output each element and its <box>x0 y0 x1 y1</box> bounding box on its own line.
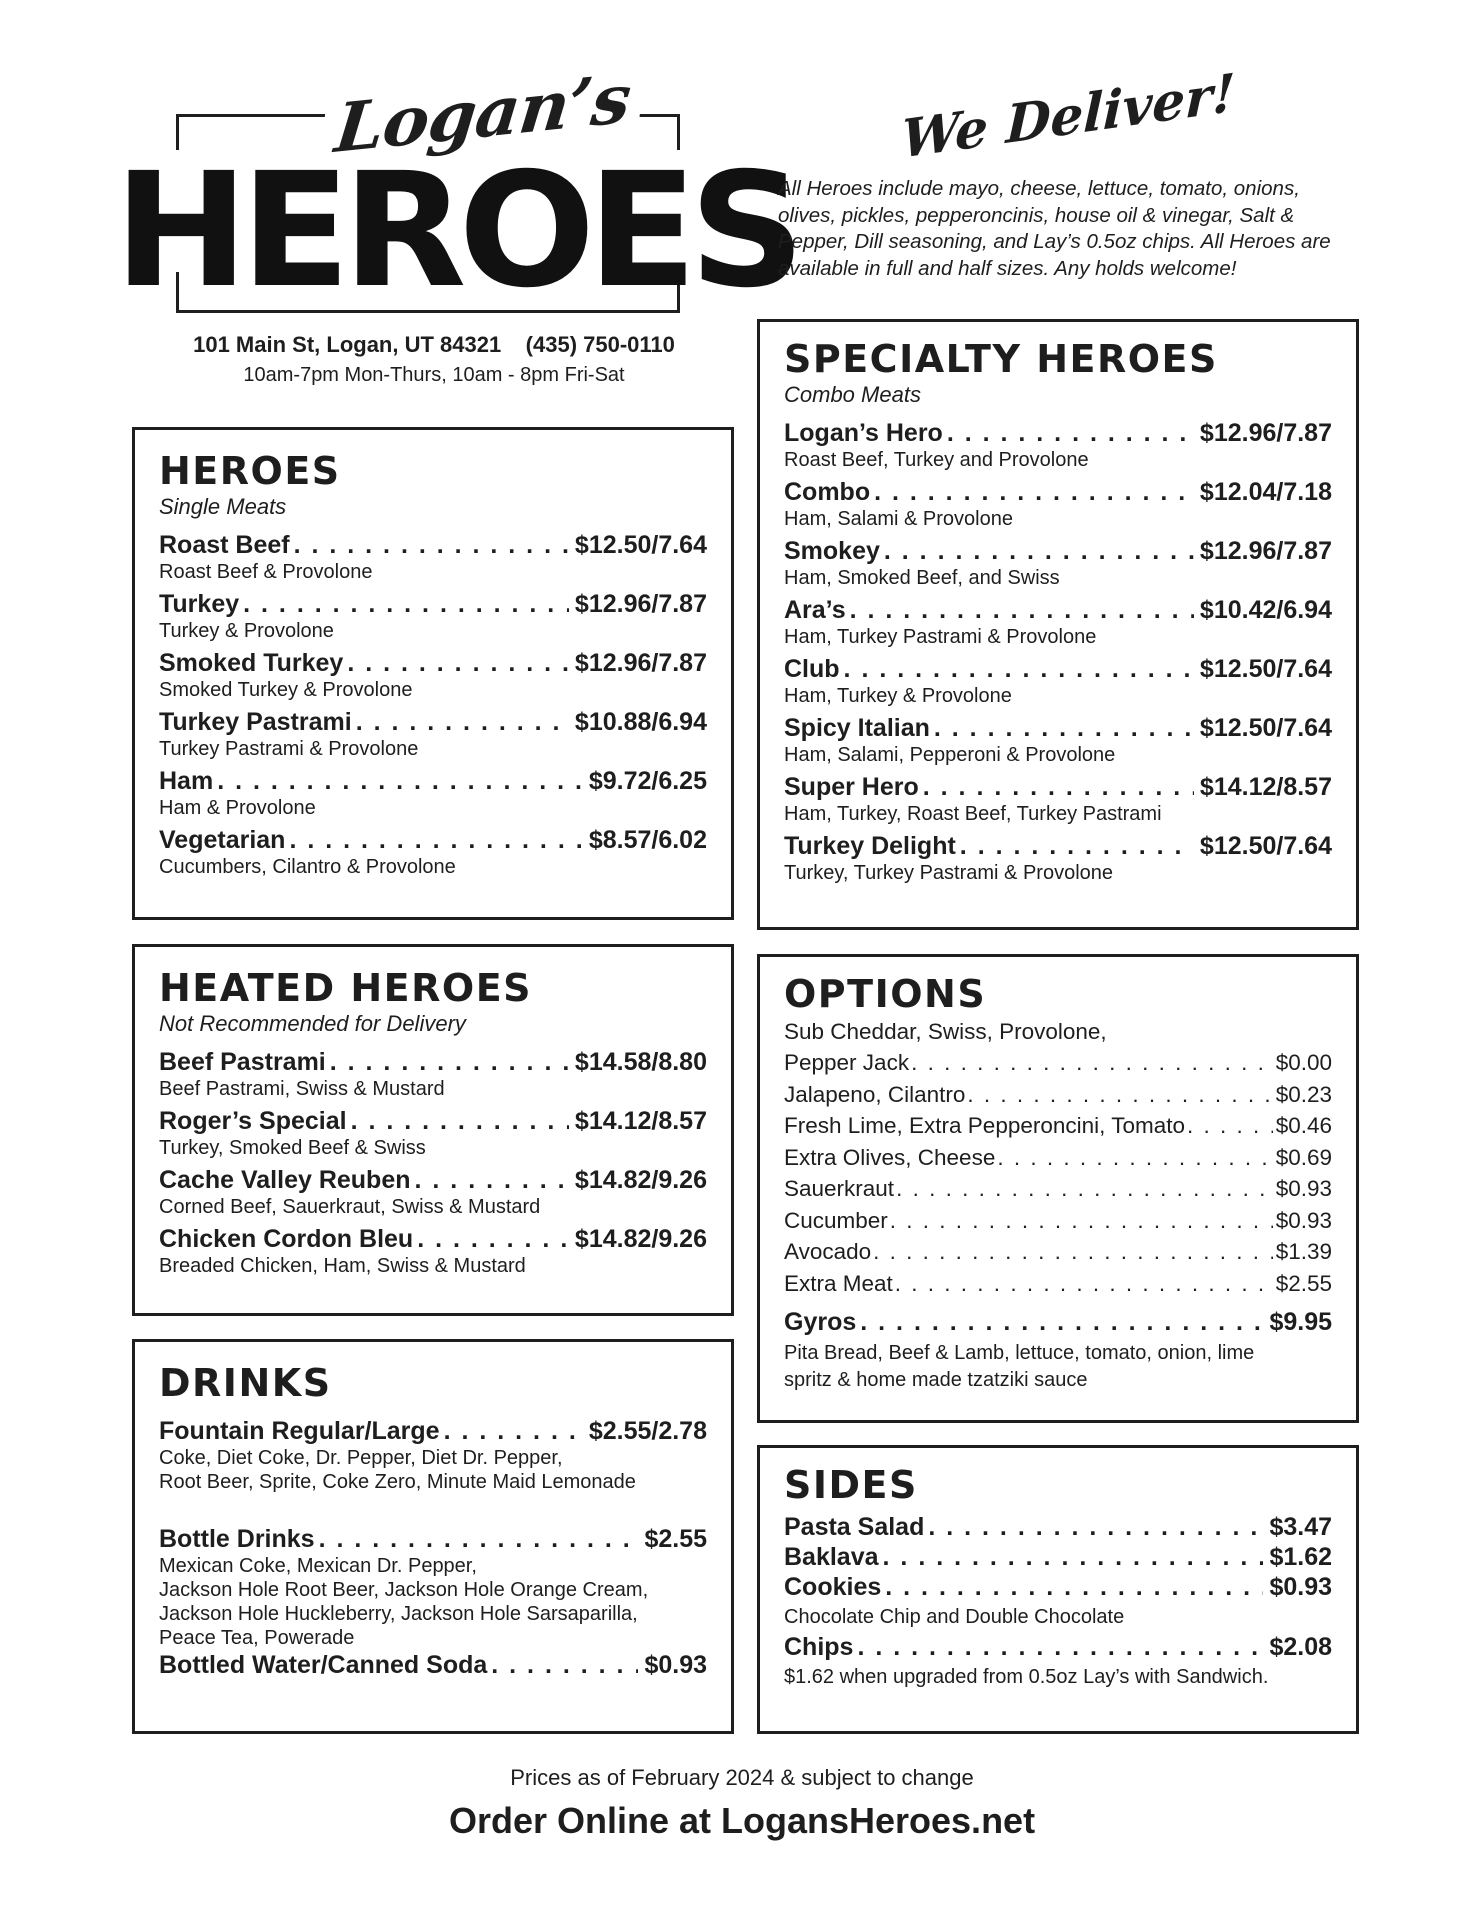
specialty-title: SPECIALTY HEROES <box>784 337 1218 381</box>
item-price: $0.93 <box>1269 1573 1332 1601</box>
item-desc: Beef Pastrami, Swiss & Mustard <box>159 1078 445 1100</box>
item-desc: Turkey, Turkey Pastrami & Provolone <box>784 862 1114 884</box>
gyros-price: $9.95 <box>1269 1308 1332 1336</box>
leader-dots <box>997 1142 1272 1174</box>
item-desc: Ham, Salami, Pepperoni & Provolone <box>784 744 1116 766</box>
menu-item <box>784 477 1332 531</box>
item-desc: Chocolate Chip and Double Chocolate <box>784 1606 1125 1628</box>
intro-text: All Heroes include mayo, cheese, lettuce, tomato, onions, olives, pickles, pepperoncinis, house oil & vinegar, Salt & Pepper, Dill seasoning, and Lay’s 0.5oz chips. All Heroes are available in full and half sizes. Any holds welcome! <box>778 177 1331 280</box>
item-price: $12.96/7.87 <box>1199 419 1332 447</box>
item-desc: $1.62 when upgraded from 0.5oz Lay’s with Sandwich. <box>784 1666 1269 1688</box>
item-name: Baklava <box>784 1543 879 1571</box>
item-desc: Ham, Smoked Beef, and Swiss <box>784 567 1060 589</box>
leader-dots <box>890 1205 1273 1237</box>
fountain-desc-line: Root Beer, Sprite, Coke Zero, Minute Maid Lemonade <box>159 1471 636 1493</box>
water-name: Bottled Water/Canned Soda <box>159 1651 488 1679</box>
menu-item <box>784 831 1332 885</box>
option-price: $0.00 <box>1275 1050 1332 1075</box>
menu-item <box>784 654 1332 708</box>
menu-item <box>159 648 707 702</box>
option-name: Pepper Jack <box>784 1050 910 1075</box>
menu-item <box>159 707 707 761</box>
leader-dots <box>896 1173 1273 1205</box>
item-name: Vegetarian <box>159 826 286 854</box>
item-price: $14.12/8.57 <box>1199 773 1332 801</box>
leader-dots <box>967 1079 1272 1111</box>
item-desc: Smoked Turkey & Provolone <box>159 679 413 701</box>
drinks-title: DRINKS <box>159 1361 332 1405</box>
leader-dots <box>294 530 569 560</box>
leader-dots <box>857 1632 1263 1662</box>
item-desc: Ham, Turkey Pastrami & Provolone <box>784 626 1097 648</box>
option-price: $0.46 <box>1275 1113 1332 1138</box>
item-price: $1.62 <box>1269 1543 1332 1571</box>
option-name: Avocado <box>784 1239 872 1264</box>
item-name: Combo <box>784 478 871 506</box>
option-row <box>784 1205 1332 1237</box>
heated-subtitle: Not Recommended for Delivery <box>159 1011 466 1036</box>
item-name: Smokey <box>784 537 880 565</box>
item-price: $12.96/7.87 <box>1199 537 1332 565</box>
option-price: $1.39 <box>1275 1239 1332 1264</box>
tagline: We Deliver! <box>900 62 1237 171</box>
water-price: $0.93 <box>644 1651 707 1679</box>
item-name: Ara’s <box>784 596 846 624</box>
leader-dots <box>330 1047 569 1077</box>
item-name: Cookies <box>784 1573 882 1601</box>
menu-item <box>159 766 707 820</box>
option-row <box>784 1047 1332 1079</box>
leader-dots <box>850 595 1194 625</box>
item-name: Roast Beef <box>159 531 290 559</box>
item-price: $2.08 <box>1269 1633 1332 1661</box>
item-name: Pasta Salad <box>784 1513 925 1541</box>
leader-dots <box>860 1307 1263 1337</box>
fountain-name: Fountain Regular/Large <box>159 1417 440 1445</box>
item-price: $8.57/6.02 <box>588 826 707 854</box>
item-desc: Ham, Turkey, Roast Beef, Turkey Pastrami <box>784 803 1162 825</box>
leader-dots <box>884 536 1194 566</box>
item-price: $12.50/7.64 <box>1199 832 1332 860</box>
leader-dots <box>351 1106 569 1136</box>
item-desc: Ham & Provolone <box>159 797 316 819</box>
item-desc: Ham, Turkey & Provolone <box>784 685 1012 707</box>
specialty-heroes-section <box>757 319 1359 930</box>
item-price: $9.72/6.25 <box>588 767 707 795</box>
menu-item <box>784 713 1332 767</box>
item-name: Turkey <box>159 590 240 618</box>
leader-dots <box>347 648 569 678</box>
item-desc: Turkey & Provolone <box>159 620 334 642</box>
leader-dots <box>960 831 1194 861</box>
gyros-name: Gyros <box>784 1308 857 1336</box>
item-name: Turkey Pastrami <box>159 708 352 736</box>
option-price: $0.69 <box>1275 1144 1332 1170</box>
menu-item <box>159 825 707 879</box>
leader-dots <box>417 1224 569 1254</box>
item-price: $12.50/7.64 <box>1199 655 1332 683</box>
item-name: Cache Valley Reuben <box>159 1166 411 1194</box>
bottle-desc-line: Mexican Coke, Mexican Dr. Pepper, <box>159 1555 477 1577</box>
bottle-name: Bottle Drinks <box>159 1525 315 1553</box>
footer-note: Prices as of February 2024 & subject to change <box>510 1765 974 1790</box>
menu-item <box>159 1047 707 1101</box>
contact-block <box>134 332 734 387</box>
option-price: $2.55 <box>1275 1270 1332 1296</box>
leader-dots <box>934 713 1194 743</box>
leader-dots <box>844 654 1194 684</box>
menu-item <box>784 595 1332 649</box>
item-price: $14.82/9.26 <box>574 1225 707 1253</box>
option-row <box>784 1236 1332 1268</box>
item-name: Ham <box>159 767 214 795</box>
item-price: $12.96/7.87 <box>574 649 707 677</box>
menu-item <box>159 530 707 584</box>
menu-item <box>159 1165 707 1219</box>
option-price: $0.93 <box>1275 1176 1332 1201</box>
item-name: Beef Pastrami <box>159 1048 326 1076</box>
option-name: Extra Meat <box>784 1270 893 1296</box>
gyros-desc-line: Pita Bread, Beef & Lamb, lettuce, tomato, onion, lime <box>784 1342 1255 1364</box>
leader-dots <box>947 418 1194 448</box>
options-section <box>757 954 1359 1423</box>
item-price: $3.47 <box>1269 1513 1332 1541</box>
menu-item <box>159 589 707 643</box>
leader-dots <box>928 1512 1263 1542</box>
leader-dots <box>885 1572 1263 1602</box>
menu-item <box>784 772 1332 826</box>
item-price: $12.50/7.64 <box>574 531 707 559</box>
leader-dots <box>491 1650 638 1680</box>
item-name: Chips <box>784 1633 854 1661</box>
item-price: $14.82/9.26 <box>574 1166 707 1194</box>
item-desc: Turkey Pastrami & Provolone <box>159 738 419 760</box>
heated-heroes-section <box>132 944 734 1316</box>
menu-item <box>159 1106 707 1160</box>
leader-dots <box>911 1047 1273 1079</box>
option-row <box>784 1142 1332 1174</box>
item-name: Logan’s Hero <box>784 419 943 447</box>
options-first-line: Sub Cheddar, Swiss, Provolone, <box>784 1019 1107 1044</box>
logo <box>113 59 798 323</box>
leader-dots <box>243 589 569 619</box>
heated-title: HEATED HEROES <box>159 966 533 1010</box>
option-row <box>784 1110 1332 1142</box>
item-name: Club <box>784 655 840 683</box>
side-row <box>784 1572 1332 1602</box>
item-desc: Breaded Chicken, Ham, Swiss & Mustard <box>159 1255 526 1277</box>
menu-item <box>784 418 1332 472</box>
item-price: $12.50/7.64 <box>1199 714 1332 742</box>
item-name: Super Hero <box>784 773 919 801</box>
sides-section <box>757 1445 1359 1734</box>
menu-item <box>784 536 1332 590</box>
leader-dots <box>415 1165 569 1195</box>
fountain-desc-line: Coke, Diet Coke, Dr. Pepper, Diet Dr. Pepper, <box>159 1447 563 1469</box>
hours-line: 10am-7pm Mon-Thurs, 10am - 8pm Fri-Sat <box>243 364 625 386</box>
bottle-desc-line: Peace Tea, Powerade <box>159 1627 355 1649</box>
leader-dots <box>874 477 1194 507</box>
option-name: Sauerkraut <box>784 1176 895 1201</box>
leader-dots <box>923 772 1194 802</box>
option-price: $0.93 <box>1275 1207 1332 1233</box>
logo-main: HEROES <box>113 139 798 323</box>
sides-title: SIDES <box>784 1463 918 1507</box>
specialty-subtitle: Combo Meats <box>784 382 921 407</box>
leader-dots <box>873 1236 1273 1268</box>
option-price: $0.23 <box>1275 1081 1332 1107</box>
item-price: $12.96/7.87 <box>574 590 707 618</box>
side-row <box>784 1512 1332 1542</box>
side-row <box>784 1632 1332 1662</box>
bottle-desc-line: Jackson Hole Root Beer, Jackson Hole Orange Cream, <box>159 1579 649 1601</box>
bottle-price: $2.55 <box>644 1525 707 1553</box>
item-desc: Turkey, Smoked Beef & Swiss <box>159 1137 426 1159</box>
option-name: Cucumber <box>784 1207 888 1233</box>
leader-dots <box>1187 1110 1273 1142</box>
item-name: Roger’s Special <box>159 1107 347 1135</box>
option-name: Fresh Lime, Extra Pepperoncini, Tomato <box>784 1113 1186 1138</box>
item-price: $14.58/8.80 <box>574 1048 707 1076</box>
leader-dots <box>895 1268 1273 1300</box>
option-name: Jalapeno, Cilantro <box>784 1081 966 1107</box>
fountain-price: $2.55/2.78 <box>588 1417 707 1445</box>
options-title: OPTIONS <box>784 972 987 1016</box>
item-name: Spicy Italian <box>784 714 930 742</box>
leader-dots <box>356 707 569 737</box>
item-desc: Roast Beef, Turkey and Provolone <box>784 449 1089 471</box>
option-row <box>784 1079 1332 1111</box>
heroes-section <box>132 427 734 920</box>
item-desc: Ham, Salami & Provolone <box>784 508 1013 530</box>
menu-item <box>159 1224 707 1278</box>
item-desc: Corned Beef, Sauerkraut, Swiss & Mustard <box>159 1196 541 1218</box>
item-price: $12.04/7.18 <box>1199 478 1332 506</box>
item-name: Chicken Cordon Bleu <box>159 1225 414 1253</box>
bottle-desc-line: Jackson Hole Huckleberry, Jackson Hole Sarsaparilla, <box>159 1603 638 1625</box>
drinks-section <box>132 1339 734 1734</box>
leader-dots <box>289 825 582 855</box>
item-desc: Cucumbers, Cilantro & Provolone <box>159 856 456 878</box>
side-row <box>784 1542 1332 1572</box>
leader-dots <box>444 1416 583 1446</box>
item-desc: Roast Beef & Provolone <box>159 561 373 583</box>
leader-dots <box>217 766 583 796</box>
option-row <box>784 1268 1332 1300</box>
footer-cta: Order Online at LogansHeroes.net <box>448 1800 1036 1841</box>
heroes-subtitle: Single Meats <box>159 494 287 519</box>
gyros-desc-line: spritz & home made tzatziki sauce <box>784 1369 1088 1391</box>
item-price: $10.42/6.94 <box>1199 596 1332 624</box>
logo-script: Logan’s <box>319 54 647 174</box>
option-row <box>784 1173 1332 1205</box>
leader-dots <box>883 1542 1264 1572</box>
item-price: $14.12/8.57 <box>574 1107 707 1135</box>
heroes-title: HEROES <box>159 449 341 493</box>
item-price: $10.88/6.94 <box>574 708 707 736</box>
leader-dots <box>319 1524 639 1554</box>
item-name: Smoked Turkey <box>159 649 344 677</box>
option-name: Extra Olives, Cheese <box>784 1144 996 1170</box>
item-name: Turkey Delight <box>784 832 956 860</box>
address-line: 101 Main St, Logan, UT 84321 (435) 750-0110 <box>193 332 675 357</box>
